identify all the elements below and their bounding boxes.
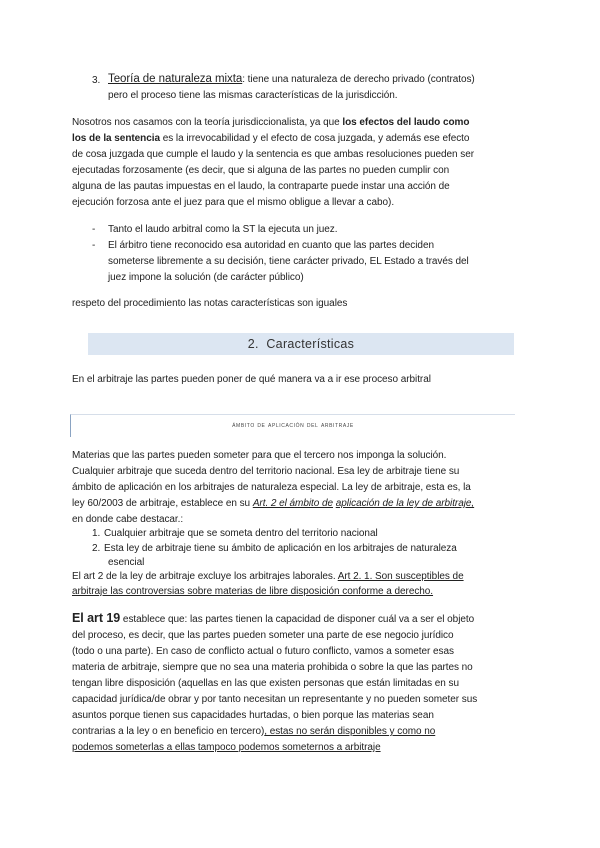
- para1-line4: ejecutadas forzosamente (es decir, que si alguna de las partes no pueden cumplir con: [72, 165, 450, 176]
- bullet-marker: -: [92, 224, 96, 235]
- para6-text: contrarias a la ley o en beneficio en tercero): [72, 726, 265, 737]
- article-2-link-cont: aplicación de la ley de arbitraje,: [335, 498, 475, 509]
- para6-text: establece que: las partes tienen la capacidad de disponer cuál va a ser el objeto: [120, 614, 475, 625]
- para5-line2: arbitraje las controversias sobre materias de libre disposición conforme a derecho.: [72, 586, 434, 597]
- para6-line8: [72, 724, 435, 740]
- para1-line2: [72, 131, 469, 147]
- list-number: 3.: [92, 75, 101, 86]
- para6-line3: (todo o una parte). En caso de conflicto actual o futuro conflicto, vamos a someter esas: [72, 646, 454, 657]
- numlist-item: Cualquier arbitraje que se someta dentro del territorio nacional: [104, 528, 378, 539]
- para6-line6: capacidad jurídica/de obrar y por tanto necesitan un representante y no pueden someter sus: [72, 694, 478, 705]
- para6-line9: podemos someterlas a ellas tampoco podemos someternos a arbitraje: [72, 742, 381, 753]
- para1-line1: [72, 115, 469, 131]
- para1-text: Nosotros nos casamos con la teoría jurisdiccionalista, ya que: [72, 117, 343, 128]
- bullet-item-cont: someterse libremente a su decisión, tiene carácter privado, EL Estado a través del: [108, 256, 469, 267]
- para6-line1: [72, 611, 474, 628]
- para4-line3: ámbito de aplicación en los arbitrajes de naturaleza especial. La ley de arbitraje, esta es, la: [72, 482, 471, 493]
- section-title: Características: [266, 337, 355, 351]
- numlist-item-cont: esencial: [108, 557, 145, 568]
- item3-line2: pero el proceso tiene las mismas características de la jurisdicción.: [108, 90, 398, 101]
- para4-line5: en donde cabe destacar.:: [72, 514, 184, 525]
- item3-rest: : tiene una naturaleza de derecho privado (contratos): [242, 74, 475, 85]
- para4-line2: Cualquier arbitraje que suceda dentro del territorio nacional. Esa ley de arbitraje tiene su: [72, 466, 460, 477]
- bullet-marker: -: [92, 240, 96, 251]
- para1-bold2: los de la sentencia: [72, 133, 160, 144]
- para4-line4: [72, 496, 474, 512]
- list-number: 1.: [92, 528, 101, 539]
- section-heading: [88, 333, 514, 355]
- para4-text: ley 60/2003 de arbitraje, establece en su: [72, 498, 253, 509]
- para5-line1: [72, 569, 464, 585]
- item3-title: Teoría de naturaleza mixta: [108, 73, 243, 85]
- para6-line7: asuntos porque tienen sus capacidades hurtadas, o bien porque las materias sean: [72, 710, 434, 721]
- bullet-item: El árbitro tiene reconocido esa autoridad en cuanto que las partes deciden: [108, 240, 434, 251]
- bullet-item: Tanto el laudo arbitral como la ST la ejecuta un juez.: [108, 224, 338, 235]
- item3-line1: [108, 72, 475, 88]
- para2: respeto del procedimiento las notas características son iguales: [72, 298, 348, 309]
- section-number: 2.: [247, 337, 259, 351]
- para4-line1: Materias que las partes pueden someter para que el tercero nos imponga la solución.: [72, 450, 447, 461]
- para1-line5: alguna de las pautas impuestas en el laudo, la contraparte puede instar una acción de: [72, 181, 450, 192]
- numlist-item: Esta ley de arbitraje tiene su ámbito de aplicación en los arbitrajes de naturaleza: [104, 543, 457, 554]
- para3: En el arbitraje las partes pueden poner de qué manera va a ir ese proceso arbitral: [72, 374, 431, 385]
- bullet-item-cont: juez impone la solución (de carácter público): [108, 272, 304, 283]
- para1-text2: es la irrevocabilidad y el efecto de cosa juzgada, y además ese efecto: [159, 133, 470, 144]
- para5-text: El art 2 de la ley de arbitraje excluye los arbitrajes laborales.: [72, 571, 338, 582]
- para5-underlined: Art 2. 1. Son susceptibles de: [337, 571, 464, 582]
- art19-heading: El art 19: [72, 611, 121, 625]
- para6-line2: del proceso, es decir, que las partes pueden someter una parte de ese negocio jurídico: [72, 630, 454, 641]
- article-2-link: Art. 2 el ámbito de: [252, 498, 334, 509]
- para6-line4: materia de arbitraje, siempre que no sea una materia prohibida o sobre la que las partes no: [72, 662, 473, 673]
- para1-line3: de cosa juzgada que cumple el laudo y la sentencia es que ambas resoluciones pueden ser: [72, 149, 475, 160]
- para1-bold: los efectos del laudo como: [342, 117, 470, 128]
- para6-line5: tengan libre disposición (aquellas en las que existen personas que están limitadas en su: [72, 678, 459, 689]
- list-number: 2.: [92, 543, 101, 554]
- para1-line6: ejecución forzosa ante el juez para que el mismo obligue a llevar a cabo).: [72, 197, 395, 208]
- para6-underlined: , estas no serán disponibles y como no: [264, 726, 436, 737]
- subsection-title: ámbito de aplicación del arbitraje: [232, 422, 354, 429]
